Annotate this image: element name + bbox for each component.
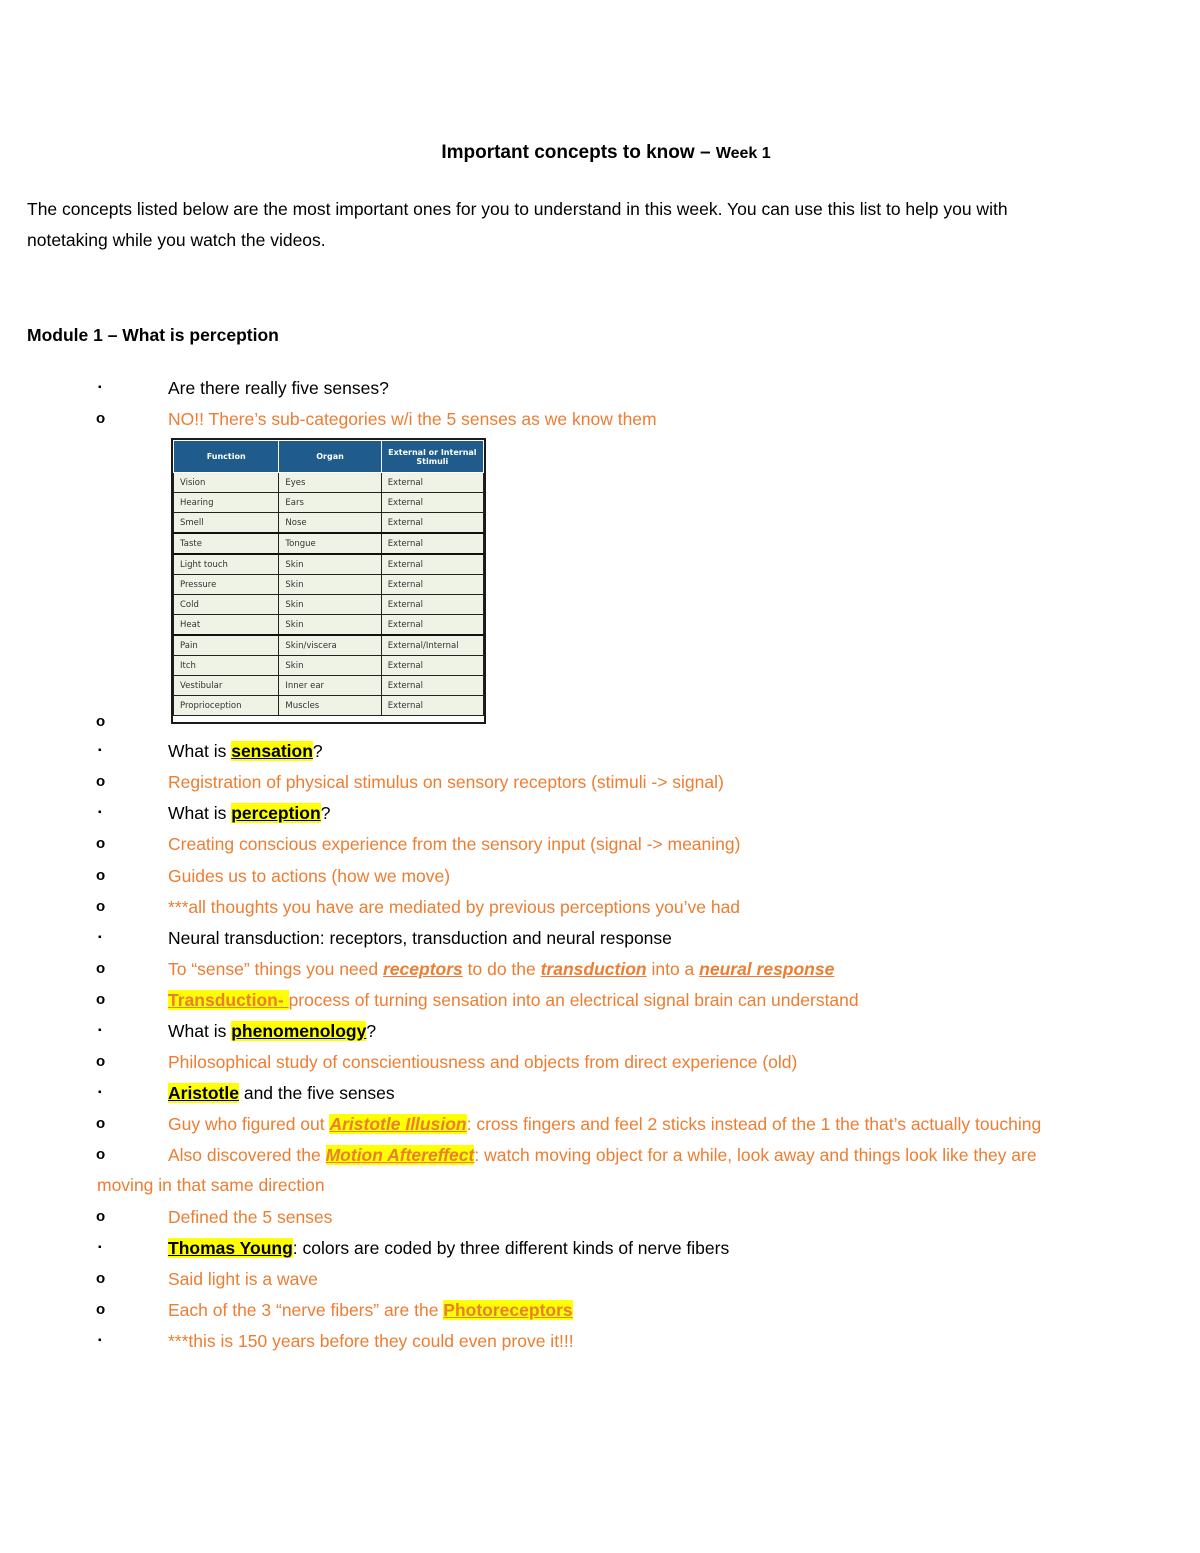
item-text (168, 1237, 729, 1259)
square-bullet-icon: ▪ (98, 932, 102, 943)
cell: Light touch (174, 554, 279, 575)
circle-bullet-icon: o (96, 410, 106, 427)
highlight-term: phenomenology (231, 1021, 367, 1041)
highlight-term: Photoreceptors (443, 1300, 573, 1320)
cell: External (381, 656, 483, 676)
emphasis-term: neural response (699, 959, 835, 979)
table-row (174, 656, 484, 676)
cell: External (381, 554, 483, 575)
item-text: Are there really five senses? (168, 378, 389, 398)
cell: External (381, 575, 483, 595)
text-run: Each of the 3 “nerve fibers” are the (168, 1300, 444, 1320)
circle-bullet-icon: o (96, 713, 106, 730)
cell: Vestibular (174, 676, 279, 696)
text-run: Guy who figured out (168, 1114, 330, 1134)
text-run: to do the (462, 959, 541, 979)
cell: Inner ear (279, 676, 381, 696)
table-row (174, 615, 484, 636)
item-text (168, 740, 323, 762)
cell: Proprioception (174, 696, 279, 716)
text-run: process of turning sensation into an electrical signal brain can understand (288, 990, 859, 1010)
text-run: What is (168, 1021, 232, 1041)
table-row (174, 696, 484, 716)
cell: Heat (174, 615, 279, 636)
cell: Skin (279, 656, 381, 676)
cell: External (381, 696, 483, 716)
intro-line-1: The concepts listed below are the most important ones for you to understand in this week. You can use this list to help you with (27, 199, 1008, 219)
table-header-row (174, 441, 484, 473)
text-run: and the five senses (238, 1083, 395, 1103)
table-row (174, 473, 484, 493)
item-text: ***this is 150 years before they could even prove it!!! (168, 1331, 574, 1351)
item-text (168, 802, 330, 824)
cell: Skin (279, 575, 381, 595)
cell: Itch (174, 656, 279, 676)
cell: Skin/viscera (279, 635, 381, 656)
square-bullet-icon: ▪ (98, 745, 102, 756)
cell: Skin (279, 595, 381, 615)
text-run: ? (320, 803, 331, 823)
square-bullet-icon: ▪ (98, 1025, 102, 1036)
table-row (174, 676, 484, 696)
item-text: Said light is a wave (168, 1269, 318, 1289)
senses-table (173, 440, 484, 716)
highlight-term: Aristotle Illusion (329, 1114, 467, 1134)
cell: Cold (174, 595, 279, 615)
module-heading: Module 1 – What is perception (27, 325, 279, 345)
cell: Ears (279, 493, 381, 513)
text-run: ? (312, 741, 323, 761)
cell: External (381, 493, 483, 513)
emphasis-term: receptors (383, 959, 463, 979)
highlight-term: Transduction- (168, 990, 289, 1010)
table-row (174, 554, 484, 575)
highlight-term: Aristotle (168, 1083, 239, 1103)
intro-line-2: notetaking while you watch the videos. (27, 230, 326, 250)
title-separator: – (699, 142, 711, 163)
cell: Vision (174, 473, 279, 493)
cell: Pressure (174, 575, 279, 595)
title-week: Week 1 (715, 145, 771, 162)
cell: Skin (279, 554, 381, 575)
cell: Nose (279, 513, 381, 534)
item-text: Neural transduction: receptors, transduction and neural response (168, 928, 672, 948)
item-text (168, 958, 834, 980)
text-run: : cross fingers and feel 2 sticks instead of the 1 the that’s actually touching (466, 1114, 1042, 1134)
header-organ: Organ (279, 441, 381, 473)
square-bullet-icon: ▪ (98, 807, 102, 818)
text-run: What is (168, 803, 232, 823)
cell: External (381, 473, 483, 493)
header-function: Function (174, 441, 279, 473)
cell: Skin (279, 615, 381, 636)
table-row (174, 493, 484, 513)
table-row (174, 595, 484, 615)
circle-bullet-icon: o (96, 1208, 106, 1225)
header-stimuli: External or Internal Stimuli (381, 441, 483, 473)
cell: Smell (174, 513, 279, 534)
cell: Hearing (174, 493, 279, 513)
item-text (168, 989, 859, 1011)
cell: Muscles (279, 696, 381, 716)
circle-bullet-icon: o (96, 960, 106, 977)
circle-bullet-icon: o (96, 1270, 106, 1287)
circle-bullet-icon: o (96, 991, 106, 1008)
item-text (168, 1113, 1041, 1135)
item-text (168, 1082, 395, 1104)
circle-bullet-icon: o (96, 773, 106, 790)
text-run: To “sense” things you need (168, 959, 383, 979)
senses-table-image (171, 438, 486, 724)
table-row (174, 575, 484, 595)
item-text: Creating conscious experience from the sensory input (signal -> meaning) (168, 834, 741, 854)
item-text (168, 1299, 573, 1321)
circle-bullet-icon: o (96, 867, 106, 884)
square-bullet-icon: ▪ (98, 382, 102, 393)
table-row (174, 533, 484, 554)
square-bullet-icon: ▪ (98, 1087, 102, 1098)
highlight-term: sensation (231, 741, 313, 761)
table-row (174, 513, 484, 534)
cell: Taste (174, 533, 279, 554)
text-run: : watch moving object for a while, look away and things look like they are (474, 1145, 1037, 1165)
item-text: Defined the 5 senses (168, 1207, 333, 1227)
square-bullet-icon: ▪ (98, 1335, 102, 1346)
cell: Tongue (279, 533, 381, 554)
circle-bullet-icon: o (96, 1146, 106, 1163)
cell: Pain (174, 635, 279, 656)
text-run: What is (168, 741, 232, 761)
item-text: NO!! There’s sub-categories w/i the 5 senses as we know them (168, 409, 657, 429)
circle-bullet-icon: o (96, 835, 106, 852)
table-row (174, 635, 484, 656)
cell: External (381, 513, 483, 534)
item-text-continuation: moving in that same direction (97, 1175, 325, 1195)
cell: Eyes (279, 473, 381, 493)
cell: External (381, 533, 483, 554)
circle-bullet-icon: o (96, 1301, 106, 1318)
text-run: into a (646, 959, 700, 979)
item-text: Guides us to actions (how we move) (168, 866, 451, 886)
item-text: Philosophical study of conscientiousness and objects from direct experience (old) (168, 1052, 798, 1072)
highlight-term: perception (231, 803, 321, 823)
text-run: ? (366, 1021, 377, 1041)
circle-bullet-icon: o (96, 1053, 106, 1070)
text-run: Also discovered the (168, 1145, 326, 1165)
square-bullet-icon: ▪ (98, 1242, 102, 1253)
cell: External (381, 595, 483, 615)
emphasis-term: transduction (540, 959, 647, 979)
item-text: ***all thoughts you have are mediated by previous perceptions you’ve had (168, 897, 741, 917)
cell: External (381, 615, 483, 636)
item-text (168, 1144, 1037, 1166)
circle-bullet-icon: o (96, 898, 106, 915)
cell: External/Internal (381, 635, 483, 656)
highlight-term: Thomas Young (168, 1238, 293, 1258)
circle-bullet-icon: o (96, 1115, 106, 1132)
intro-paragraph (27, 194, 1167, 256)
page-title (0, 142, 1200, 164)
text-run: : colors are coded by three different kinds of nerve fibers (292, 1238, 730, 1258)
highlight-term: Motion Aftereffect (325, 1145, 475, 1165)
item-text (168, 1020, 376, 1042)
item-text: Registration of physical stimulus on sensory receptors (stimuli -> signal) (168, 772, 724, 792)
title-main: Important concepts to know (441, 142, 695, 163)
cell: External (381, 676, 483, 696)
